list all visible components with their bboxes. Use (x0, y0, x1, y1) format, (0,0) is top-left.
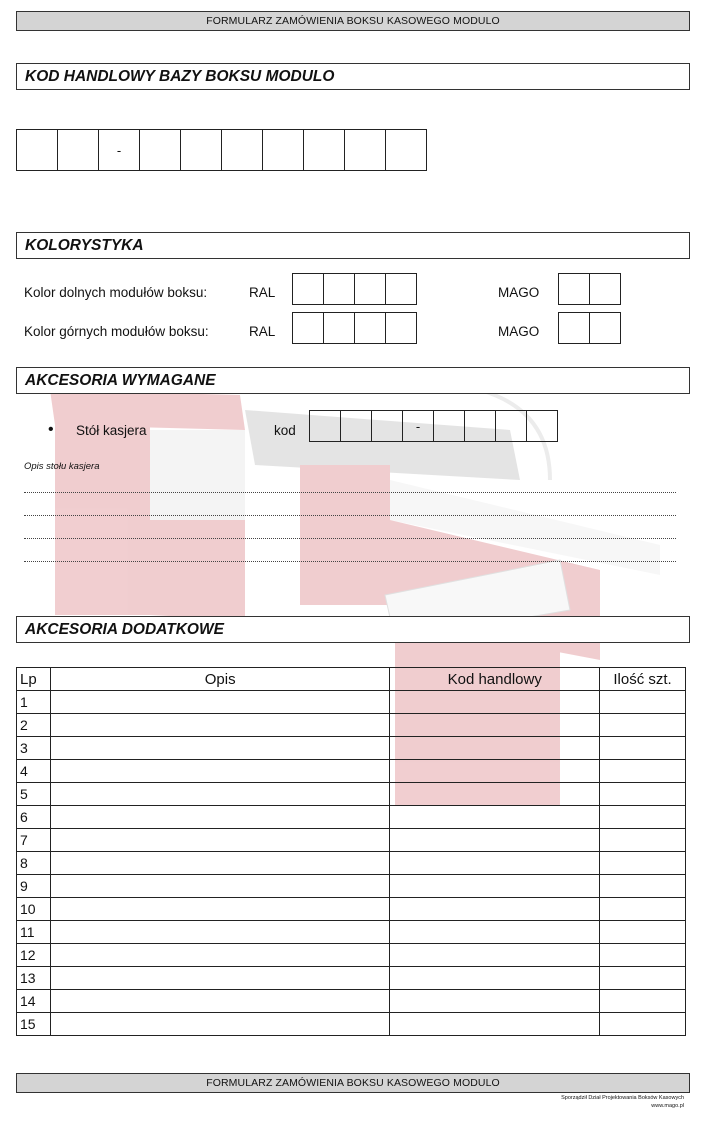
description-cell[interactable] (50, 737, 389, 760)
code-cell[interactable] (526, 410, 558, 442)
row-number: 3 (17, 737, 51, 760)
table-header-row (17, 668, 686, 691)
footer-website: www.mago.pl (651, 1103, 684, 1109)
description-cell[interactable] (50, 944, 389, 967)
description-line[interactable] (24, 561, 676, 562)
table-row (17, 691, 686, 714)
quantity-cell[interactable] (600, 875, 686, 898)
code-cell[interactable] (495, 410, 527, 442)
description-cell[interactable] (50, 1013, 389, 1036)
table-row (17, 783, 686, 806)
code-cell[interactable] (180, 129, 222, 171)
mago-cell[interactable] (558, 312, 590, 344)
cashier-table-description-label: Opis stołu kasjera (24, 461, 100, 472)
code-cell[interactable] (390, 990, 600, 1013)
description-cell[interactable] (50, 783, 389, 806)
code-cell[interactable] (390, 806, 600, 829)
quantity-cell[interactable] (600, 921, 686, 944)
quantity-cell[interactable] (600, 852, 686, 875)
ral-cell[interactable] (354, 273, 386, 305)
column-header-code: Kod handlowy (390, 668, 600, 691)
quantity-cell[interactable] (600, 944, 686, 967)
row-number: 6 (17, 806, 51, 829)
mago-cell[interactable] (558, 273, 590, 305)
description-cell[interactable] (50, 921, 389, 944)
ral-label: RAL (249, 285, 276, 300)
table-row (17, 944, 686, 967)
row-number: 7 (17, 829, 51, 852)
section-title-additional-accessories: AKCESORIA DODATKOWE (16, 616, 690, 643)
ral-cell[interactable] (292, 273, 324, 305)
quantity-cell[interactable] (600, 760, 686, 783)
code-cell[interactable] (57, 129, 99, 171)
description-cell[interactable] (50, 852, 389, 875)
section-title-required-accessories: AKCESORIA WYMAGANE (16, 367, 690, 394)
description-line[interactable] (24, 515, 676, 516)
lower-mago-boxes (558, 273, 621, 305)
cashier-table-code-boxes (309, 410, 558, 442)
ral-cell[interactable] (292, 312, 324, 344)
row-number: 9 (17, 875, 51, 898)
row-number: 10 (17, 898, 51, 921)
description-cell[interactable] (50, 967, 389, 990)
description-cell[interactable] (50, 898, 389, 921)
quantity-cell[interactable] (600, 829, 686, 852)
code-cell[interactable] (390, 760, 600, 783)
table-row (17, 1013, 686, 1036)
section-title-code: KOD HANDLOWY BAZY BOKSU MODULO (16, 63, 690, 90)
code-cell[interactable] (390, 737, 600, 760)
code-cell[interactable] (390, 829, 600, 852)
table-row (17, 737, 686, 760)
table-row (17, 921, 686, 944)
lower-modules-color-label: Kolor dolnych modułów boksu: (24, 285, 208, 300)
code-cell[interactable] (390, 1013, 600, 1036)
quantity-cell[interactable] (600, 898, 686, 921)
code-cell[interactable] (344, 129, 386, 171)
description-cell[interactable] (50, 875, 389, 898)
quantity-cell[interactable] (600, 783, 686, 806)
mago-label: MAGO (498, 324, 540, 339)
mago-label: MAGO (498, 285, 540, 300)
row-number: 8 (17, 852, 51, 875)
mago-cell[interactable] (589, 312, 621, 344)
header-title: FORMULARZ ZAMÓWIENIA BOKSU KASOWEGO MODULO (16, 11, 690, 31)
description-cell[interactable] (50, 691, 389, 714)
quantity-cell[interactable] (600, 990, 686, 1013)
code-cell[interactable] (262, 129, 304, 171)
code-cell[interactable] (390, 898, 600, 921)
table-row (17, 875, 686, 898)
quantity-cell[interactable] (600, 714, 686, 737)
column-header-lp: Lp (17, 668, 51, 691)
footer-note-author: Sporządził Dział Projektowania Boksów Kasowych (561, 1095, 684, 1101)
code-cell[interactable] (390, 967, 600, 990)
code-cell[interactable] (390, 714, 600, 737)
row-number: 4 (17, 760, 51, 783)
code-cell[interactable] (139, 129, 181, 171)
lower-ral-boxes (292, 273, 417, 305)
table-row (17, 760, 686, 783)
code-cell[interactable] (385, 129, 427, 171)
description-cell[interactable] (50, 806, 389, 829)
ral-cell[interactable] (323, 312, 355, 344)
footer-note (561, 1094, 684, 1110)
description-line[interactable] (24, 492, 676, 493)
code-cell[interactable] (309, 410, 341, 442)
row-number: 13 (17, 967, 51, 990)
quantity-cell[interactable] (600, 1013, 686, 1036)
code-label: kod (274, 423, 296, 438)
description-cell[interactable] (50, 714, 389, 737)
code-cell[interactable] (390, 944, 600, 967)
code-cell[interactable] (371, 410, 403, 442)
ral-label: RAL (249, 324, 276, 339)
code-separator: - (98, 129, 140, 171)
ral-cell[interactable] (385, 312, 417, 344)
code-cell[interactable] (221, 129, 263, 171)
table-row (17, 967, 686, 990)
upper-mago-boxes (558, 312, 621, 344)
table-row (17, 852, 686, 875)
code-cell[interactable] (464, 410, 496, 442)
table-row (17, 714, 686, 737)
row-number: 15 (17, 1013, 51, 1036)
column-header-quantity: Ilość szt. (600, 668, 686, 691)
code-cell[interactable] (390, 921, 600, 944)
table-row (17, 806, 686, 829)
description-cell[interactable] (50, 990, 389, 1013)
column-header-description: Opis (50, 668, 389, 691)
quantity-cell[interactable] (600, 967, 686, 990)
row-number: 11 (17, 921, 51, 944)
section-title-colors: KOLORYSTYKA (16, 232, 690, 259)
code-separator: - (402, 410, 434, 442)
ral-cell[interactable] (385, 273, 417, 305)
cashier-table-label: Stół kasjera (76, 423, 147, 438)
quantity-cell[interactable] (600, 806, 686, 829)
code-boxes (16, 129, 427, 171)
bullet-icon: • (48, 421, 54, 438)
code-cell[interactable] (390, 875, 600, 898)
code-cell[interactable] (433, 410, 465, 442)
code-cell[interactable] (390, 852, 600, 875)
ral-cell[interactable] (354, 312, 386, 344)
quantity-cell[interactable] (600, 737, 686, 760)
footer-title: FORMULARZ ZAMÓWIENIA BOKSU KASOWEGO MODULO (16, 1073, 690, 1093)
code-cell[interactable] (390, 783, 600, 806)
table-row (17, 990, 686, 1013)
code-cell[interactable] (16, 129, 58, 171)
row-number: 5 (17, 783, 51, 806)
ral-cell[interactable] (323, 273, 355, 305)
mago-cell[interactable] (589, 273, 621, 305)
row-number: 2 (17, 714, 51, 737)
upper-modules-color-label: Kolor górnych modułów boksu: (24, 324, 209, 339)
description-cell[interactable] (50, 829, 389, 852)
row-number: 14 (17, 990, 51, 1013)
additional-accessories-table (16, 667, 686, 1036)
code-cell[interactable] (340, 410, 372, 442)
quantity-cell[interactable] (600, 691, 686, 714)
row-number: 12 (17, 944, 51, 967)
upper-ral-boxes (292, 312, 417, 344)
table-row (17, 898, 686, 921)
row-number: 1 (17, 691, 51, 714)
description-cell[interactable] (50, 760, 389, 783)
description-line[interactable] (24, 538, 676, 539)
code-cell[interactable] (390, 691, 600, 714)
code-cell[interactable] (303, 129, 345, 171)
table-row (17, 829, 686, 852)
